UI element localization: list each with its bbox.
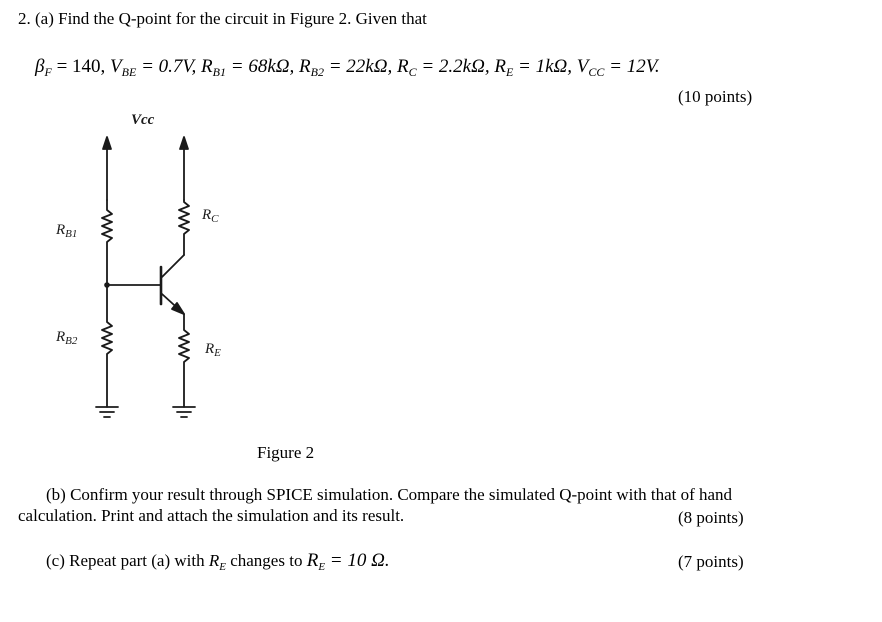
part-b-line2: calculation. Print and attach the simulation and its result. xyxy=(18,506,405,525)
rc-symbol: R xyxy=(396,56,409,77)
part-c-re-inline: R xyxy=(208,551,220,570)
vbe-value: = 0.7V, xyxy=(136,56,202,77)
rb2-value: = 22kΩ, xyxy=(323,56,397,77)
part-c-value: = 10 Ω. xyxy=(325,550,390,571)
base-junction-dot xyxy=(104,282,110,288)
part-c-prefix: (c) Repeat part (a) with xyxy=(46,551,209,570)
re-subscript: E xyxy=(505,65,514,79)
rb2-subscript: B2 xyxy=(310,65,324,79)
left-vcc-arrow-icon xyxy=(103,137,111,200)
npn-transistor-icon xyxy=(161,255,184,314)
part-c-mid: changes to xyxy=(225,551,307,570)
beta-value: = 140, xyxy=(51,56,111,77)
rb2-label: $R_{B2}$ xyxy=(56,329,78,347)
part-c-re-inline-sub: E xyxy=(219,561,226,573)
question-part-a-text: 2. (a) Find the Q-point for the circuit in Figure 2. Given that xyxy=(18,9,427,28)
part-c-text xyxy=(46,550,390,573)
part-c-re-symbol: R xyxy=(306,550,319,571)
part-a-points: (10 points) xyxy=(678,87,753,106)
re-value: = 1kΩ, xyxy=(513,56,577,77)
part-c-re-subscript: E xyxy=(318,561,326,573)
rb1-subscript: B1 xyxy=(212,65,226,79)
rb2-symbol: R xyxy=(299,56,311,77)
re-label: $R_E$ xyxy=(205,341,221,359)
re-symbol: R xyxy=(494,56,506,77)
part-b-line1: (b) Confirm your result through SPICE simulation. Compare the simulated Q-point with that of hand xyxy=(46,485,733,504)
rc-value: = 2.2kΩ, xyxy=(416,56,495,77)
beta-symbol: β xyxy=(35,56,45,77)
part-b-points: (8 points) xyxy=(678,508,744,527)
left-ground-icon xyxy=(96,407,118,417)
rc-label: $R_C$ xyxy=(202,207,219,225)
vbe-subscript: BE xyxy=(121,65,137,79)
rc-resistor-icon xyxy=(179,200,189,255)
part-c-points: (7 points) xyxy=(678,552,744,571)
vcc-label: Vcc xyxy=(131,112,155,128)
rb1-value: = 68kΩ, xyxy=(226,56,299,77)
figure-caption: Figure 2 xyxy=(257,443,315,462)
rb1-symbol: R xyxy=(201,56,213,77)
vcc-subscript: CC xyxy=(588,65,605,79)
right-ground-icon xyxy=(173,407,195,417)
re-resistor-icon xyxy=(179,314,189,407)
right-vcc-arrow-icon xyxy=(180,137,188,200)
beta-subscript: F xyxy=(44,65,52,79)
vcc-value: = 12V. xyxy=(604,56,660,77)
vbe-symbol: V xyxy=(110,56,122,77)
rc-subscript: C xyxy=(408,65,417,79)
rb2-resistor-icon xyxy=(102,285,112,407)
vcc-symbol: V xyxy=(576,56,589,77)
rb1-label: $R_{B1}$ xyxy=(56,222,78,240)
rb1-resistor-icon xyxy=(102,200,112,285)
